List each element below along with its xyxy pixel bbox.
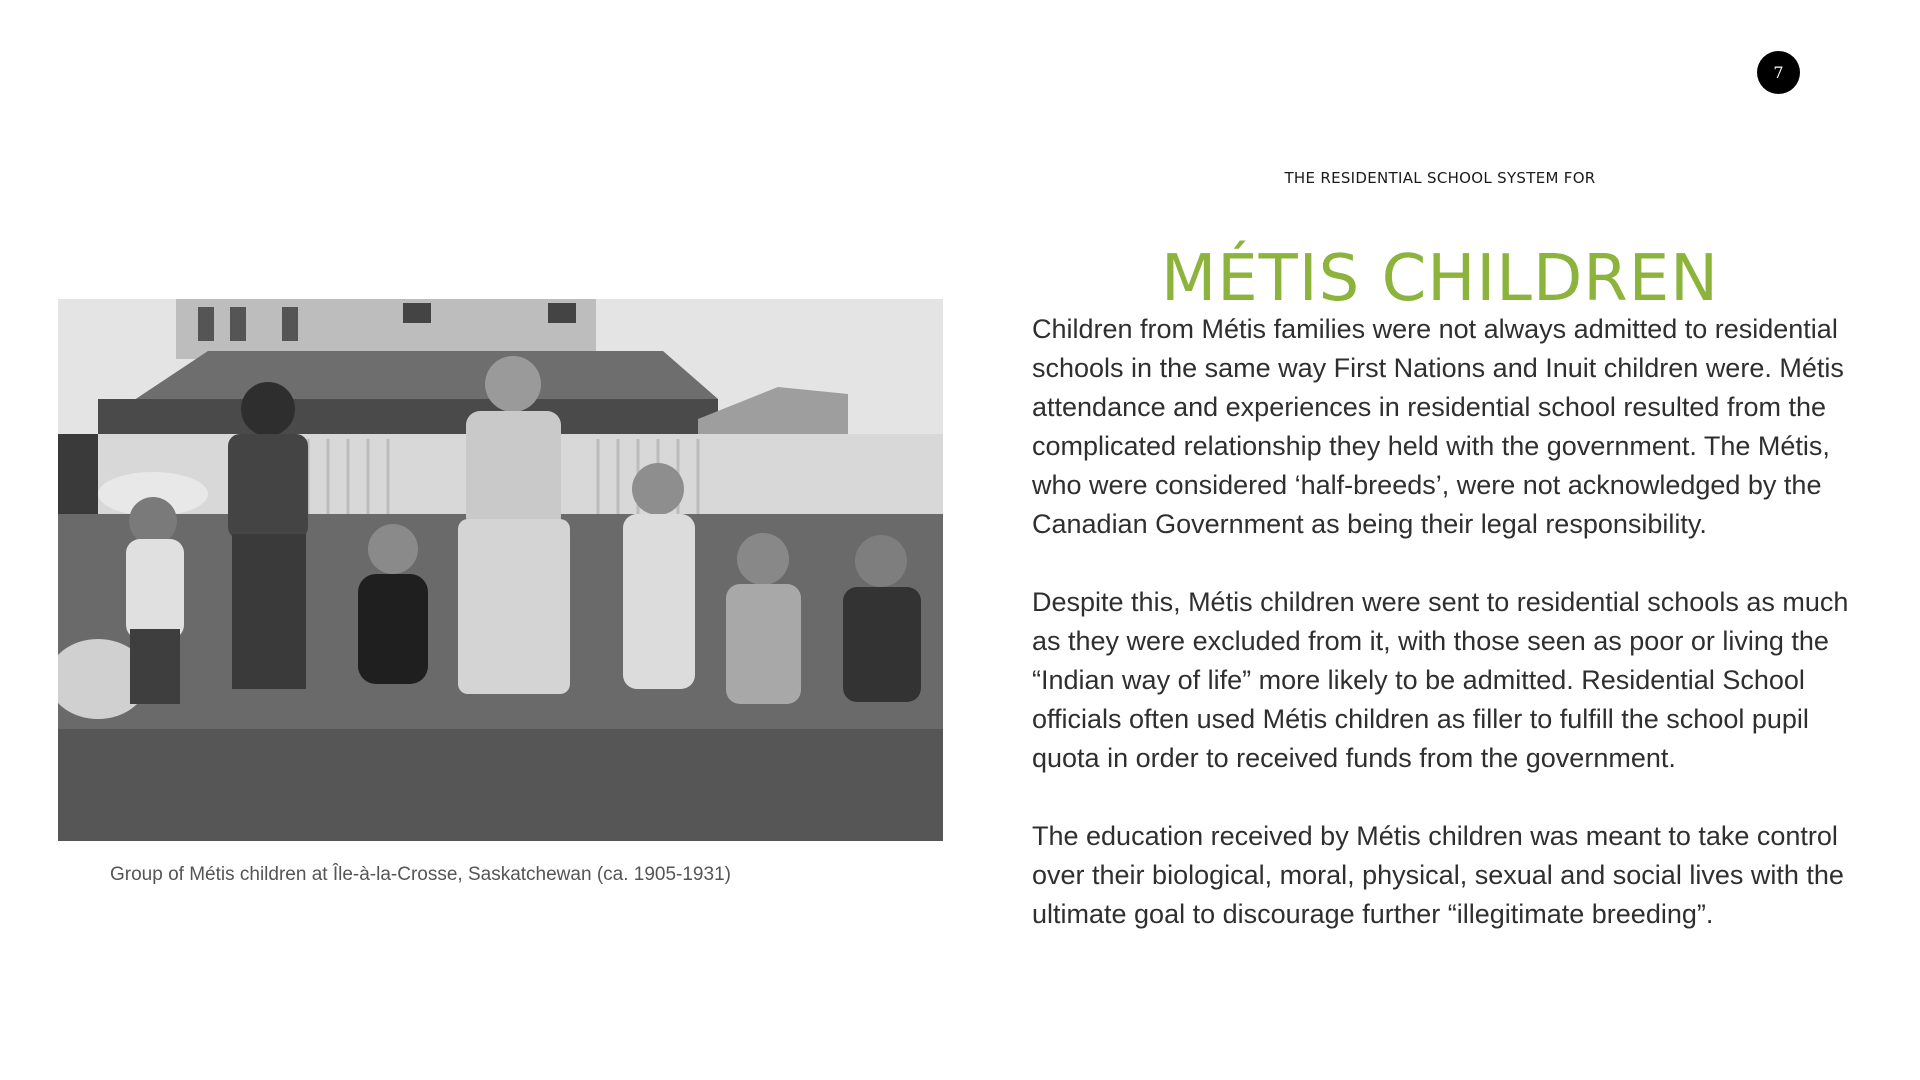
photo-caption: Group of Métis children at Île-à-la-Crosse, Saskatchewan (ca. 1905-1931) — [110, 864, 731, 885]
historical-photo — [58, 299, 943, 841]
section-kicker: THE RESIDENTIAL SCHOOL SYSTEM FOR — [1284, 169, 1596, 187]
body-paragraph: Children from Métis families were not always admitted to residential schools in the same way First Nations and Inuit children were. Métis attendance and experiences in residential school resulted from the complicated relationship they held with the government. The Métis, who were considered ‘half-breeds’, were not acknowledged by the Canadian Government as being their legal responsibility. — [1032, 314, 1844, 539]
body-paragraph: Despite this, Métis children were sent to residential schools as much as they were excluded from it, with those seen as poor or living the “Indian way of life” more likely to be admitted. Residential School officials often used Métis children as filler to fulfill the school pupil quota in order to received funds from the government. — [1032, 587, 1849, 773]
page-title: MÉTIS CHILDREN — [1161, 241, 1719, 316]
body-paragraph: The education received by Métis children was meant to take control over their biological, moral, physical, sexual and social lives with the ultimate goal to discourage further “illegitimate breeding”. — [1032, 821, 1844, 929]
page-number: 7 — [1773, 62, 1784, 82]
body-text — [1032, 310, 1872, 973]
page-number-badge — [1757, 51, 1800, 94]
